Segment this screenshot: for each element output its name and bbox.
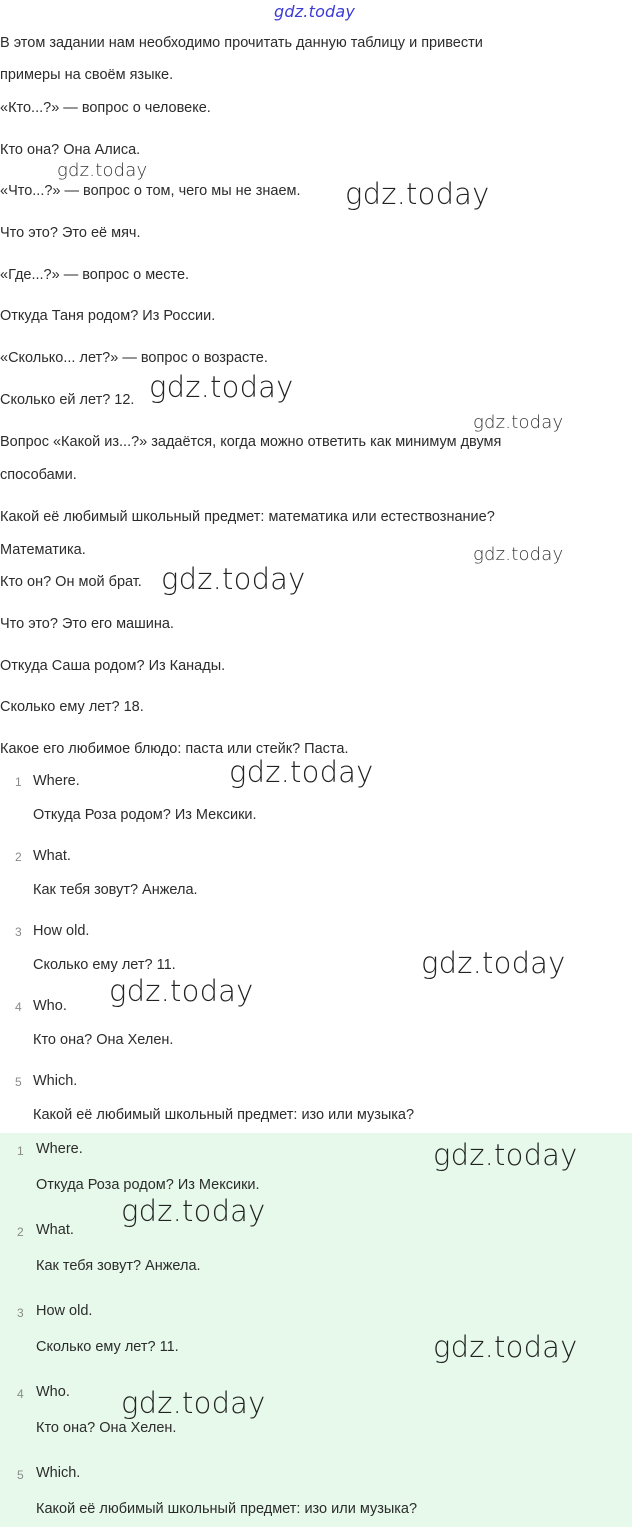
answer-word: Who. [36,1384,70,1400]
answer-example: Откуда Роза родом? Из Мексики. [36,1177,260,1193]
answer-word: Where. [33,773,80,789]
answer-number: 4 [15,1000,22,1014]
watermark: gdz.today [57,160,148,181]
paragraph-what-example: Что это? Это её мяч. [0,225,141,241]
answer-example: Какой её любимый школьный предмет: изо или музыка? [36,1501,418,1517]
intro-line-2: примеры на своём языке. [0,67,174,83]
answer-example: Откуда Роза родом? Из Мексики. [33,807,257,823]
watermark: gdz.today [161,562,306,596]
paragraph-which-line-2: способами. [0,467,77,483]
paragraph-where: «Где...?» — вопрос о месте. [0,267,190,283]
watermark: gdz.today [473,544,564,565]
paragraph-where-example: Откуда Таня родом? Из России. [0,308,216,324]
answer-number: 1 [15,775,22,789]
answer-word: Which. [36,1465,81,1481]
paragraph-which-answer: Математика. [0,542,86,558]
answer-number: 2 [15,850,22,864]
answer-example: Как тебя зовут? Анжела. [33,882,198,898]
watermark: gdz.today [433,1138,578,1172]
watermark: gdz.today [345,177,490,211]
answer-number: 3 [17,1306,24,1320]
paragraph-canada: Откуда Саша родом? Из Канады. [0,658,226,674]
watermark: gdz.today [433,1330,578,1364]
answer-number: 5 [15,1075,22,1089]
answer-example: Кто она? Она Хелен. [36,1420,177,1436]
answer-word: Where. [36,1141,83,1157]
answer-word: What. [36,1222,74,1238]
paragraph-which-example: Какой её любимый школьный предмет: математика или естествознание? [0,509,495,525]
answer-number: 4 [17,1387,24,1401]
answer-word: How old. [36,1303,93,1319]
paragraph-who: «Кто...?» — вопрос о человеке. [0,100,211,116]
answer-number: 2 [17,1225,24,1239]
answer-word: How old. [33,923,90,939]
answer-example: Сколько ему лет? 11. [36,1339,179,1355]
watermark: gdz.today [473,412,564,433]
watermark: gdz.today [121,1386,266,1420]
answer-number: 1 [17,1144,24,1158]
watermark: gdz.today [421,946,566,980]
intro-line-1: В этом задании нам необходимо прочитать данную таблицу и привести [0,35,483,51]
paragraph-what: «Что...?» — вопрос о том, чего мы не знаем. [0,183,301,199]
paragraph-who-example: Кто она? Она Алиса. [0,142,141,158]
paragraph-which-line-1: Вопрос «Какой из...?» задаётся, когда можно ответить как минимум двумя [0,434,502,450]
answer-example: Какой её любимый школьный предмет: изо или музыка? [33,1107,415,1123]
answer-number: 3 [15,925,22,939]
paragraph-car: Что это? Это его машина. [0,616,174,632]
answer-example: Как тебя зовут? Анжела. [36,1258,201,1274]
paragraph-age-18: Сколько ему лет? 18. [0,699,144,715]
watermark: gdz.today [121,1194,266,1228]
paragraph-dish: Какое его любимое блюдо: паста или стейк? Паста. [0,741,349,757]
answer-number: 5 [17,1468,24,1482]
watermark: gdz.today [149,370,294,404]
paragraph-how-old-example: Сколько ей лет? 12. [0,392,135,408]
paragraph-how-old: «Сколько... лет?» — вопрос о возрасте. [0,350,268,366]
answer-word: Which. [33,1073,78,1089]
answer-word: What. [33,848,71,864]
header-watermark: gdz.today [274,2,356,21]
answer-example: Кто она? Она Хелен. [33,1032,174,1048]
watermark: gdz.today [109,974,254,1008]
paragraph-brother: Кто он? Он мой брат. [0,574,142,590]
watermark: gdz.today [229,755,374,789]
answer-example: Сколько ему лет? 11. [33,957,176,973]
answer-word: Who. [33,998,67,1014]
